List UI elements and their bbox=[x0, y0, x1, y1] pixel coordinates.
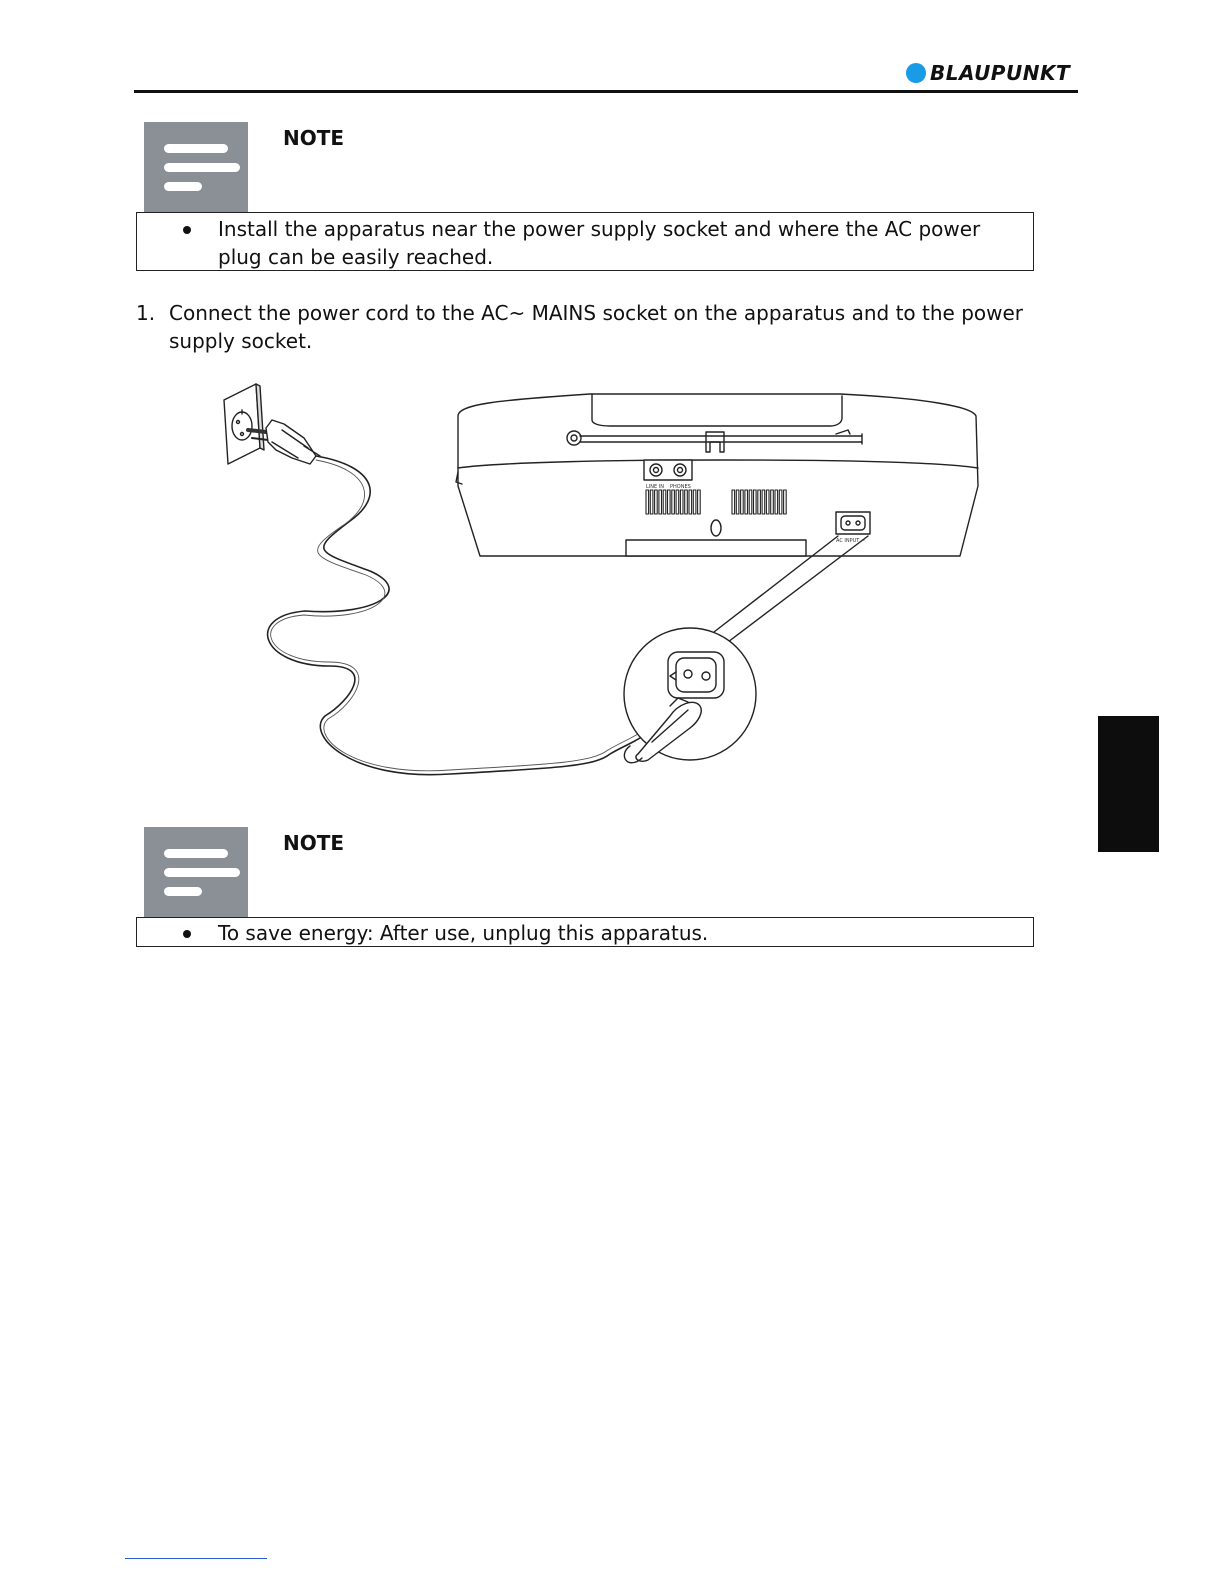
brand-logo bbox=[906, 60, 1070, 86]
bullet-icon bbox=[183, 226, 191, 234]
note-icon bbox=[144, 122, 248, 212]
note-title: NOTE bbox=[283, 126, 345, 150]
section-tab-marker bbox=[1098, 716, 1159, 852]
note-text: To save energy: After use, unplug this apparatus. bbox=[218, 921, 709, 945]
bullet-icon bbox=[183, 930, 191, 938]
wall-socket-icon bbox=[224, 384, 264, 464]
note-box bbox=[136, 212, 1034, 271]
note-box bbox=[136, 917, 1034, 947]
line-in-label: LINE IN bbox=[646, 484, 664, 490]
power-connection-illustration bbox=[200, 376, 990, 786]
note-title: NOTE bbox=[283, 831, 345, 855]
ac-input-label: AC INPUT ~ bbox=[836, 538, 866, 544]
zoom-detail bbox=[624, 628, 756, 763]
step-number: 1. bbox=[136, 301, 156, 325]
footer-link-line bbox=[125, 1558, 267, 1559]
radio-device bbox=[456, 394, 978, 556]
brand-dot-icon bbox=[906, 63, 926, 83]
note-text: Install the apparatus near the power supply socket and where the AC power plug can be easily reached. bbox=[218, 217, 981, 269]
brand-name: BLAUPUNKT bbox=[930, 61, 1071, 85]
step-text: Connect the power cord to the AC~ MAINS socket on the apparatus and to the power supply socket. bbox=[169, 301, 1024, 353]
phones-label: PHONES bbox=[670, 484, 691, 490]
header-rule bbox=[134, 90, 1078, 93]
note-icon bbox=[144, 827, 248, 917]
